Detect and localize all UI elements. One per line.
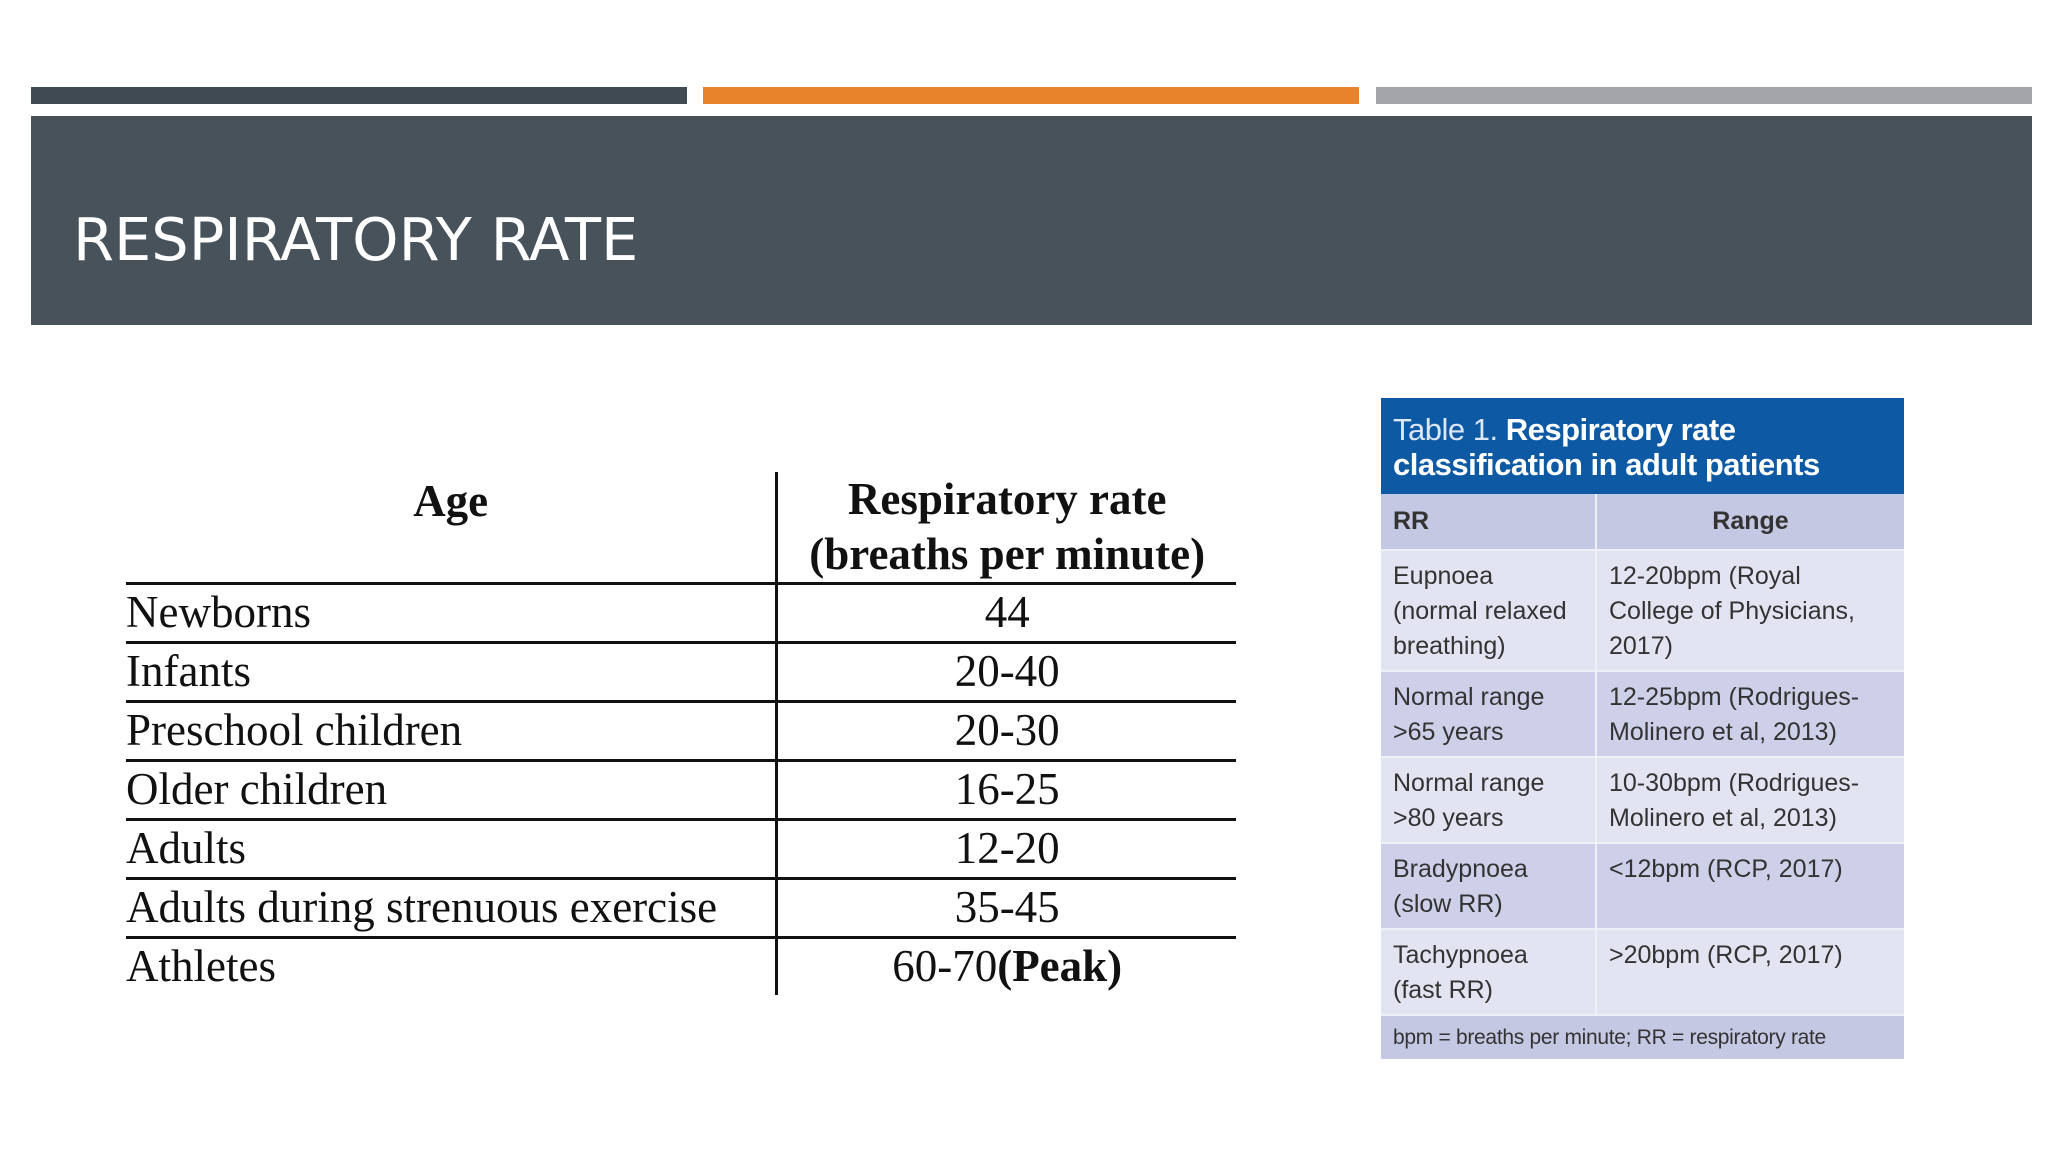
rate-cell: 44 — [777, 584, 1236, 643]
peak-label: (Peak) — [997, 941, 1123, 991]
header-range: Range — [1596, 494, 1904, 550]
header-age — [126, 472, 777, 584]
age-respiratory-table — [126, 472, 1236, 995]
table-row — [126, 584, 1236, 643]
header-respiratory-rate — [777, 472, 1236, 584]
rr-header-row — [1381, 494, 1904, 550]
table-row — [126, 820, 1236, 879]
table-row — [126, 761, 1236, 820]
table-caption — [1381, 398, 1904, 494]
age-cell: Adults during strenuous exercise — [126, 879, 777, 938]
range-cell: 10-30bpm (Rodrigues-Molinero et al, 2013) — [1596, 757, 1904, 843]
rr-cell: Bradypnoea (slow RR) — [1381, 843, 1596, 929]
accent-bar-gray — [1376, 87, 2032, 104]
header-rate-line2: (breaths per minute) — [809, 529, 1206, 579]
age-cell: Newborns — [126, 584, 777, 643]
rate-cell — [777, 938, 1236, 996]
rr-cell: Tachypnoea (fast RR) — [1381, 929, 1596, 1015]
accent-bar-orange — [703, 87, 1359, 104]
table-row — [126, 879, 1236, 938]
table-row — [126, 702, 1236, 761]
header-rate-line1: Respiratory rate — [847, 474, 1167, 524]
range-cell: >20bpm (RCP, 2017) — [1596, 929, 1904, 1015]
rate-value: 60-70 — [892, 941, 998, 991]
header-rr: RR — [1381, 494, 1596, 550]
rr-table-body — [1381, 494, 1904, 1016]
age-cell: Older children — [126, 761, 777, 820]
caption-title: Respiratory rate classification in adult patients — [1393, 412, 1820, 482]
rate-cell: 16-25 — [777, 761, 1236, 820]
title-band — [31, 116, 2032, 325]
age-cell: Infants — [126, 643, 777, 702]
range-cell: <12bpm (RCP, 2017) — [1596, 843, 1904, 929]
rate-cell: 12-20 — [777, 820, 1236, 879]
caption-prefix: Table 1. — [1393, 412, 1498, 447]
rate-cell: 20-30 — [777, 702, 1236, 761]
rr-cell: Eupnoea (normal relaxed breathing) — [1381, 550, 1596, 671]
table-row — [126, 643, 1236, 702]
table-row — [1381, 671, 1904, 757]
rr-classification-table — [1381, 398, 1904, 1059]
range-cell: 12-25bpm (Rodrigues-Molinero et al, 2013) — [1596, 671, 1904, 757]
rr-cell: Normal range >80 years — [1381, 757, 1596, 843]
slide-title: RESPIRATORY RATE — [73, 205, 639, 274]
accent-bar-dark — [31, 87, 687, 104]
table-row — [1381, 929, 1904, 1015]
rr-cell: Normal range >65 years — [1381, 671, 1596, 757]
rate-cell: 20-40 — [777, 643, 1236, 702]
table-row — [126, 938, 1236, 996]
range-cell: 12-20bpm (Royal College of Physicians, 2017) — [1596, 550, 1904, 671]
table-row — [1381, 843, 1904, 929]
table-row — [1381, 550, 1904, 671]
age-cell: Athletes — [126, 938, 777, 996]
table-footnote: bpm = breaths per minute; RR = respiratory rate — [1381, 1016, 1904, 1059]
age-cell: Preschool children — [126, 702, 777, 761]
header-age-label: Age — [413, 476, 489, 526]
rate-cell: 35-45 — [777, 879, 1236, 938]
table-row — [1381, 757, 1904, 843]
age-cell: Adults — [126, 820, 777, 879]
table-header-row — [126, 472, 1236, 584]
